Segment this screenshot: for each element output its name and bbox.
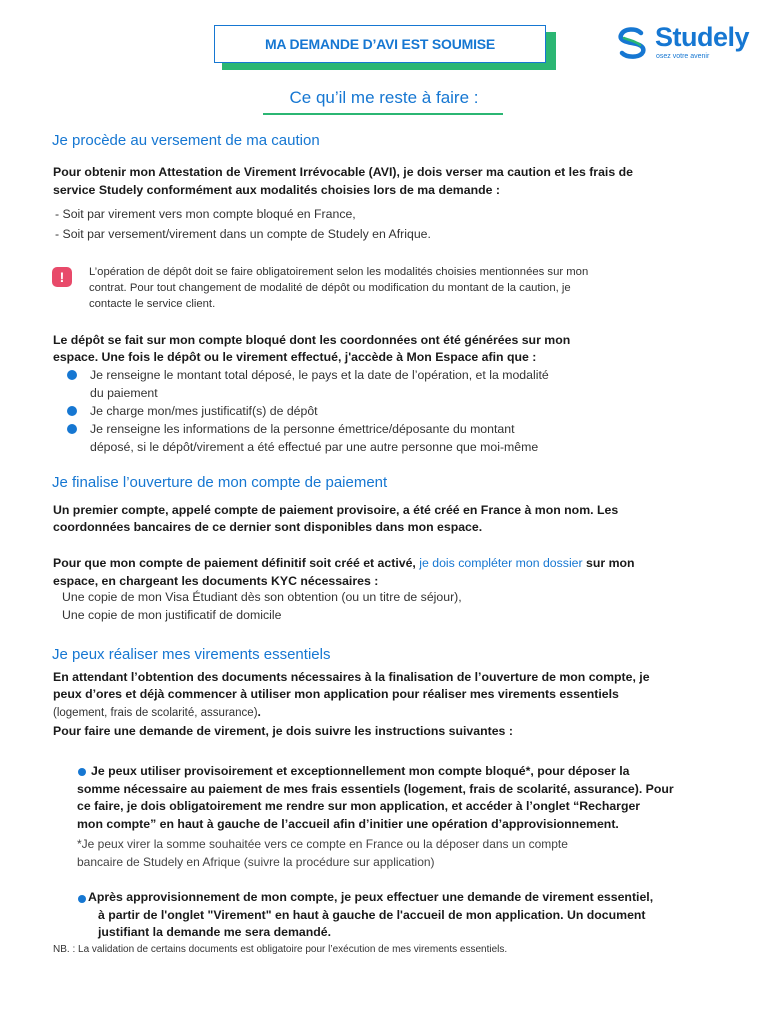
section-heading-payment-account: Je finalise l’ouverture de mon compte de paiement bbox=[52, 474, 388, 491]
bullet-dot bbox=[67, 424, 77, 434]
caution-intro-line-1: Pour obtenir mon Attestation de Virement Irrévocable (AVI), je dois verser ma caution et les frais de bbox=[53, 165, 633, 179]
bullet-line: Je renseigne les informations de la personne émettrice/déposante du montant bbox=[90, 422, 515, 436]
logo-wordmark: Studely bbox=[655, 22, 750, 52]
alert-line: contacte le service client. bbox=[89, 298, 216, 310]
step-2-text bbox=[88, 889, 653, 942]
kyc-text-after: sur mon bbox=[582, 556, 635, 570]
bullet-item-depositor bbox=[90, 420, 538, 456]
deposit-option-1: - Soit par virement vers mon compte bloqué en France, bbox=[55, 207, 356, 221]
alert-line: L’opération de dépôt doit se faire obligatoirement selon les modalités choisies mentionnées sur mon bbox=[89, 266, 589, 278]
footnote-nb: NB. : La validation de certains documents est obligatoire pour l’exécution de mes virements essentiels. bbox=[53, 944, 508, 955]
step-line: justifiant la demande me sera demandé. bbox=[98, 925, 332, 939]
step-line: mon compte” en haut à gauche de l’accueil afin d’initier une opération d’approvisionnement. bbox=[77, 816, 619, 831]
bullet-line: Je charge mon/mes justificatif(s) de dépôt bbox=[90, 404, 318, 418]
step-line: Après approvisionnement de mon compte, je peux effectuer une demande de virement essentiel, bbox=[88, 890, 654, 904]
bullet-dot bbox=[67, 406, 77, 416]
bullet-line: Je renseigne le montant total déposé, le pays et la date de l’opération, et la modalité bbox=[90, 368, 549, 382]
kyc-doc-address: Une copie de mon justificatif de domicile bbox=[62, 608, 282, 622]
transfers-instructions-intro: Pour faire une demande de virement, je dois suivre les instructions suivantes : bbox=[53, 724, 513, 738]
bullet-line: déposé, si le dépôt/virement a été effectué par une autre personne que moi-même bbox=[90, 440, 539, 454]
subtitle-underline bbox=[263, 113, 503, 115]
page-subtitle: Ce qu’il me reste à faire : bbox=[289, 88, 479, 107]
status-banner-text: MA DEMANDE D’AVI EST SOUMISE bbox=[264, 36, 496, 52]
transfers-period: . bbox=[257, 705, 261, 719]
step-line: ce faire, je dois obligatoirement me rendre sur mon application, et accéder à l’onglet “Recharger bbox=[77, 799, 641, 813]
caution-intro-line-2: service Studely conformément aux modalités choisies lors de ma demande : bbox=[53, 183, 500, 197]
transfers-para-line-1: En attendant l’obtention des documents nécessaires à la finalisation de l’ouverture de mon compte, je bbox=[53, 670, 650, 684]
logo-tagline: osez votre avenir bbox=[656, 53, 710, 60]
kyc-text-before: Pour que mon compte de paiement définitif soit créé et activé, bbox=[53, 556, 420, 570]
kyc-para-line-1 bbox=[53, 554, 635, 572]
exclamation-icon: ! bbox=[52, 267, 72, 287]
transfers-para-line-2: peux d’ores et déjà commencer à utiliser mon application pour réaliser mes virements essentiels bbox=[53, 687, 619, 701]
deposit-info-line-2: espace. Une fois le dépôt ou le virement effectué, j'accède à Mon Espace afin que : bbox=[53, 350, 537, 364]
alert-message bbox=[89, 264, 588, 312]
payment-para-line-2: coordonnées bancaires de ce dernier sont disponibles dans mon espace. bbox=[53, 520, 483, 534]
deposit-option-2: - Soit par versement/virement dans un compte de Studely en Afrique. bbox=[55, 227, 431, 241]
note-line: bancaire de Studely en Afrique (suivre la procédure sur application) bbox=[77, 855, 435, 869]
transfers-examples: (logement, frais de scolarité, assurance) bbox=[53, 707, 258, 719]
payment-para-line-1: Un premier compte, appelé compte de paiement provisoire, a été créé en France à mon nom. Les bbox=[53, 503, 619, 517]
bullet-dot bbox=[67, 370, 77, 380]
step-1-text bbox=[77, 763, 674, 833]
alert-line: contrat. Pour tout changement de modalité de dépôt ou modification du montant de la caution, je bbox=[89, 282, 571, 294]
note-line: *Je peux virer la somme souhaitée vers ce compte en France ou la déposer dans un compte bbox=[77, 837, 568, 851]
kyc-doc-visa: Une copie de mon Visa Étudiant dès son obtention (ou un titre de séjour), bbox=[62, 590, 462, 604]
status-banner bbox=[214, 25, 546, 63]
bullet-line: du paiement bbox=[90, 386, 158, 400]
studely-s-logo-icon bbox=[614, 26, 650, 60]
bullet-item-upload bbox=[90, 402, 318, 420]
step-line: somme nécessaire au paiement de mes frais essentiels (logement, frais de scolarité, assurance). Pour bbox=[77, 781, 674, 796]
kyc-para-line-2: espace, en chargeant les documents KYC nécessaires : bbox=[53, 574, 379, 588]
deposit-info-line-1: Le dépôt se fait sur mon compte bloqué dont les coordonnées ont été générées sur mon bbox=[53, 333, 571, 347]
transfers-para-line-3 bbox=[53, 703, 261, 722]
step-line: à partir de l'onglet "Virement" en haut à gauche de l'accueil de mon application. Un document bbox=[98, 907, 646, 922]
step-line: Je peux utiliser provisoirement et exceptionnellement mon compte bloqué*, pour déposer la bbox=[91, 764, 630, 778]
step-bullet-dot bbox=[78, 895, 86, 903]
complete-dossier-link[interactable]: je dois compléter mon dossier bbox=[419, 556, 583, 570]
section-heading-transfers: Je peux réaliser mes virements essentiels bbox=[52, 646, 331, 663]
section-heading-caution: Je procède au versement de ma caution bbox=[52, 132, 320, 149]
step-1-note bbox=[77, 835, 568, 871]
studely-logo bbox=[614, 22, 754, 60]
bullet-item-amount bbox=[90, 366, 549, 402]
